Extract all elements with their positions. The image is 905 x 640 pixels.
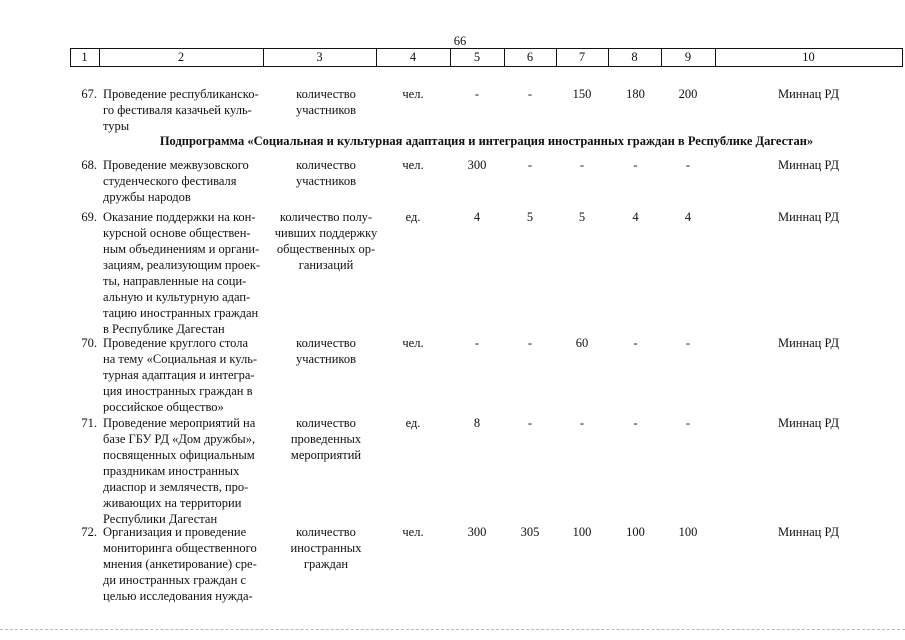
column-number: 2 bbox=[177, 50, 185, 64]
row-value: 100 bbox=[572, 525, 592, 539]
description-line: Проведение межвузовского bbox=[103, 158, 249, 172]
row-number: 68. bbox=[81, 158, 97, 172]
row-executor: Миннац РД bbox=[777, 210, 840, 224]
row-unit: ед. bbox=[405, 416, 421, 430]
description-line: диаспор и землячеств, про- bbox=[103, 480, 249, 494]
indicator-line: чивших поддержку bbox=[274, 226, 378, 240]
description-line: студенческого фестиваля bbox=[103, 174, 237, 188]
description-line: ди иностранных граждан с bbox=[103, 573, 247, 587]
scan-edge-line bbox=[0, 629, 905, 630]
description-line: Организация и проведение bbox=[103, 525, 247, 539]
table-header bbox=[70, 48, 903, 67]
description-line: мониторинга общественного bbox=[103, 541, 257, 555]
description-line: Республики Дагестан bbox=[103, 512, 218, 526]
indicator-line: мероприятий bbox=[290, 448, 362, 462]
indicator-line: количество полу- bbox=[279, 210, 373, 224]
row-value: - bbox=[527, 336, 533, 350]
row-number: 67. bbox=[81, 87, 97, 101]
description-line: ция иностранных граждан в bbox=[103, 384, 253, 398]
indicator-line: количество bbox=[296, 525, 356, 539]
description-line: го фестиваля казачьей куль- bbox=[103, 103, 252, 117]
row-indicator bbox=[263, 86, 389, 118]
indicator-line: количество bbox=[296, 336, 356, 350]
indicator-line: общественных ор- bbox=[276, 242, 376, 256]
row-number: 70. bbox=[81, 336, 97, 350]
column-number: 9 bbox=[684, 50, 692, 64]
row-value: 300 bbox=[467, 525, 487, 539]
row-indicator bbox=[263, 157, 389, 189]
row-description bbox=[103, 415, 266, 527]
description-line: тацию иностранных граждан bbox=[103, 306, 259, 320]
column-number: 3 bbox=[316, 50, 323, 64]
row-number: 71. bbox=[81, 416, 97, 430]
page-number: 66 bbox=[453, 34, 467, 48]
row-value: 300 bbox=[467, 158, 487, 172]
description-line: посвященных официальным bbox=[103, 448, 255, 462]
row-value: - bbox=[633, 416, 638, 430]
row-unit: чел. bbox=[402, 336, 424, 350]
row-description bbox=[103, 524, 266, 604]
row-value: - bbox=[579, 158, 585, 172]
row-value: 100 bbox=[678, 525, 698, 539]
row-value: 200 bbox=[678, 87, 698, 101]
row-description bbox=[103, 157, 266, 205]
indicator-line: участников bbox=[295, 103, 357, 117]
row-value: 180 bbox=[626, 87, 645, 101]
row-value: - bbox=[685, 158, 691, 172]
column-number: 8 bbox=[631, 50, 638, 64]
description-line: Проведение мероприятий на bbox=[103, 416, 256, 430]
indicator-line: граждан bbox=[303, 557, 349, 571]
description-line: в Республике Дагестан bbox=[103, 322, 225, 336]
row-value: 4 bbox=[632, 210, 639, 224]
row-value: 5 bbox=[578, 210, 586, 224]
row-value: 150 bbox=[572, 87, 592, 101]
row-value: 4 bbox=[473, 210, 481, 224]
row-value: - bbox=[685, 416, 691, 430]
indicator-line: участников bbox=[295, 352, 357, 366]
row-value: - bbox=[633, 336, 638, 350]
row-value: - bbox=[474, 87, 480, 101]
row-value: - bbox=[633, 158, 638, 172]
description-line: зациям, реализующим проек- bbox=[103, 258, 261, 272]
col-divider bbox=[902, 48, 903, 67]
description-line: курсной основе обществен- bbox=[103, 226, 251, 240]
row-unit: чел. bbox=[402, 158, 424, 172]
description-line: Оказание поддержки на кон- bbox=[103, 210, 256, 224]
row-value: - bbox=[685, 336, 691, 350]
row-number: 72. bbox=[81, 525, 97, 539]
row-executor: Миннац РД bbox=[777, 525, 840, 539]
description-line: дружбы народов bbox=[103, 190, 191, 204]
row-value: - bbox=[527, 87, 533, 101]
row-indicator bbox=[263, 415, 389, 463]
description-line: ты, направленные на соци- bbox=[103, 274, 247, 288]
row-value: 305 bbox=[520, 525, 540, 539]
description-line: турная адаптация и интегра- bbox=[103, 368, 255, 382]
description-line: туры bbox=[103, 119, 130, 133]
column-number: 4 bbox=[409, 50, 417, 64]
description-line: Проведение республиканско- bbox=[103, 87, 259, 101]
description-line: Проведение круглого стола bbox=[103, 336, 248, 350]
column-number: 5 bbox=[473, 50, 481, 64]
indicator-line: количество bbox=[296, 87, 356, 101]
description-line: базе ГБУ РД «Дом дружбы», bbox=[103, 432, 256, 446]
description-line: ным объединениям и органи- bbox=[103, 242, 260, 256]
row-indicator bbox=[263, 209, 389, 273]
row-value: 4 bbox=[684, 210, 692, 224]
row-indicator bbox=[263, 335, 389, 367]
description-line: целью исследования нужда- bbox=[103, 589, 253, 603]
description-line: мнения (анкетирование) сре- bbox=[103, 557, 257, 571]
row-unit: чел. bbox=[402, 87, 424, 101]
column-number: 10 bbox=[802, 50, 815, 64]
row-unit: ед. bbox=[405, 210, 421, 224]
row-description bbox=[103, 86, 266, 134]
indicator-line: участников bbox=[295, 174, 357, 188]
column-number: 7 bbox=[578, 50, 586, 64]
row-executor: Миннац РД bbox=[777, 158, 840, 172]
row-executor: Миннац РД bbox=[777, 336, 840, 350]
row-number: 69. bbox=[81, 210, 97, 224]
row-unit: чел. bbox=[402, 525, 424, 539]
row-value: 5 bbox=[526, 210, 534, 224]
row-value: 8 bbox=[473, 416, 481, 430]
row-executor: Миннац РД bbox=[777, 87, 840, 101]
row-executor: Миннац РД bbox=[777, 416, 840, 430]
column-number: 6 bbox=[526, 50, 534, 64]
row-value: - bbox=[474, 336, 480, 350]
row-value: - bbox=[527, 416, 533, 430]
indicator-line: проведенных bbox=[290, 432, 362, 446]
indicator-line: количество bbox=[296, 158, 356, 172]
description-line: на тему «Социальная и куль- bbox=[103, 352, 258, 366]
header-bottom-border bbox=[70, 66, 903, 67]
description-line: праздникам иностранных bbox=[103, 464, 240, 478]
row-description bbox=[103, 209, 266, 337]
description-line: российское общество» bbox=[103, 400, 224, 414]
row-indicator bbox=[263, 524, 389, 572]
description-line: альную и культурную адап- bbox=[103, 290, 251, 304]
row-value: 100 bbox=[626, 525, 645, 539]
description-line: живающих на территории bbox=[103, 496, 242, 510]
indicator-line: иностранных bbox=[290, 541, 362, 555]
row-description bbox=[103, 335, 266, 415]
subprogram-title: Подпрограмма «Социальная и культурная адаптация и интеграция иностранных граждан в Республике Дагестан» bbox=[159, 134, 814, 148]
row-value: 60 bbox=[575, 336, 589, 350]
row-value: - bbox=[527, 158, 533, 172]
indicator-line: количество bbox=[296, 416, 356, 430]
column-number: 1 bbox=[81, 50, 88, 64]
row-value: - bbox=[579, 416, 585, 430]
indicator-line: ганизаций bbox=[298, 258, 354, 272]
